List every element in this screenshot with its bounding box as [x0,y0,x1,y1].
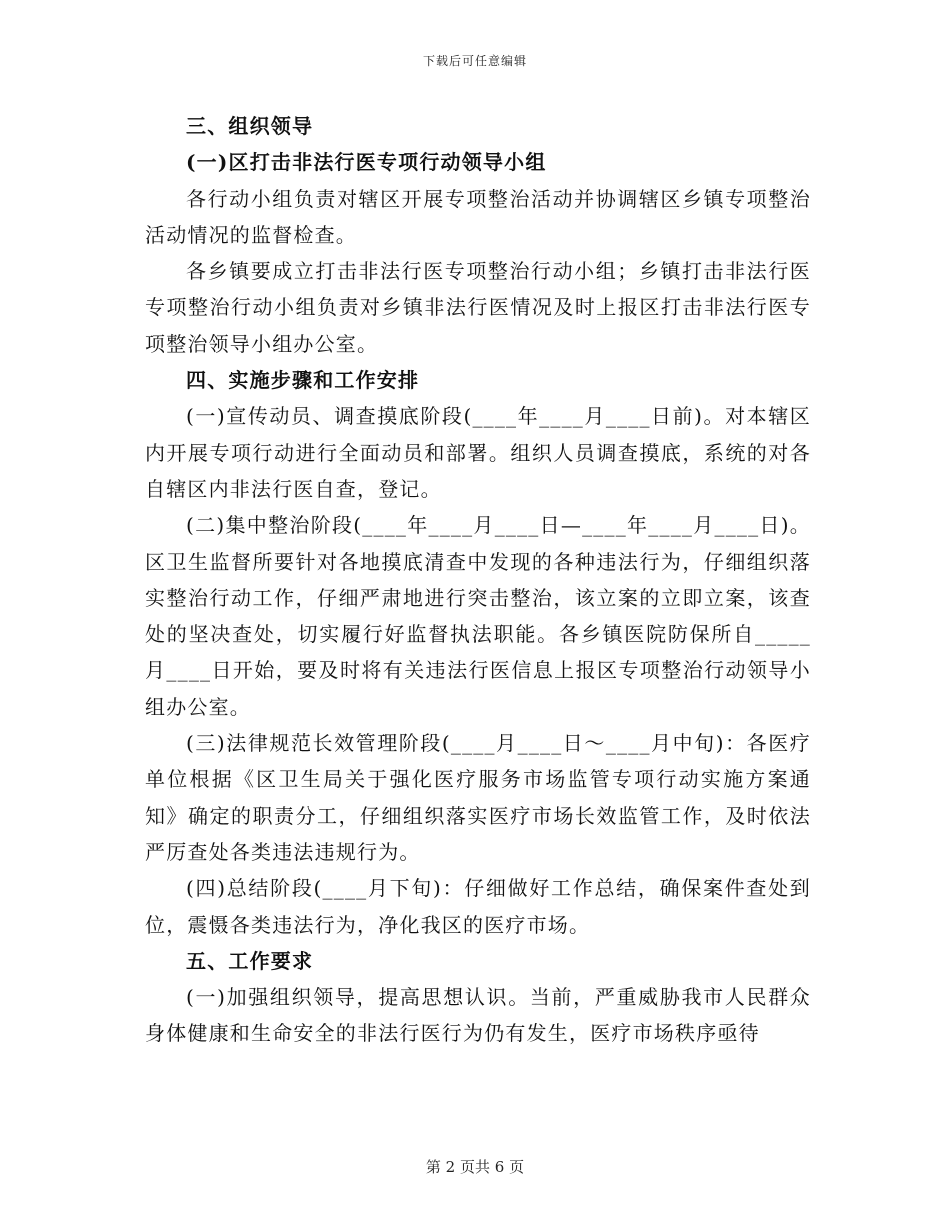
paragraph-stage-4: (四)总结阶段(____月下旬)：仔细做好工作总结，确保案件查处到位，震慑各类违法行为，净化我区的医疗市场。 [145,876,811,937]
section-heading-5: 五、工作要求 [186,948,314,973]
page-number: 第 2 页共 6 页 [425,1158,525,1176]
paragraph-stage-2: (二)集中整治阶段(____年____月____日—____年____月____日)。区卫生监督所要针对各地摸底清查中发现的各种违法行为，仔细组织落实整治行动工作，仔细严肃地进行突击整治，该立案的立即立案，该查处的坚决查处，切实履行好监督执法职能。各乡镇医院防保所自_____月____日开始，要及时将有关违法行医信息上报区专项整治行动领导小组办公室。 [145,513,811,719]
section-heading-4: 四、实施步骤和工作安排 [186,368,420,393]
subsection-heading-leading-group: (一)区打击非法行医专项行动领导小组 [186,150,547,175]
paragraph: 各乡镇要成立打击非法行医专项整治行动小组；乡镇打击非法行医专项整治行动小组负责对乡镇非法行医情况及时上报区打击非法行医专项整治领导小组办公室。 [145,259,811,356]
paragraph-requirement-1: (一)加强组织领导，提高思想认识。当前，严重威胁我市人民群众身体健康和生命安全的非法行医行为仍有发生，医疗市场秩序亟待 [145,985,811,1046]
document-body [145,108,811,1052]
page-header: 下载后可任意编辑 [422,54,527,68]
paragraph: 各行动小组负责对辖区开展专项整治活动并协调辖区乡镇专项整治活动情况的监督检查。 [145,186,811,247]
paragraph-stage-3: (三)法律规范长效管理阶段(____月____日～____月中旬)：各医疗单位根据《区卫生局关于强化医疗服务市场监管专项行动实施方案通知》确定的职责分工，仔细组织落实医疗市场长效监管工作，及时依法严厉查处各类违法违规行为。 [145,731,811,864]
paragraph-stage-1: (一)宣传动员、调查摸底阶段(____年____月____日前)。对本辖区内开展专项行动进行全面动员和部署。组织人员调查摸底，系统的对各自辖区内非法行医自查，登记。 [145,404,811,501]
section-heading-3: 三、组织领导 [186,114,314,138]
